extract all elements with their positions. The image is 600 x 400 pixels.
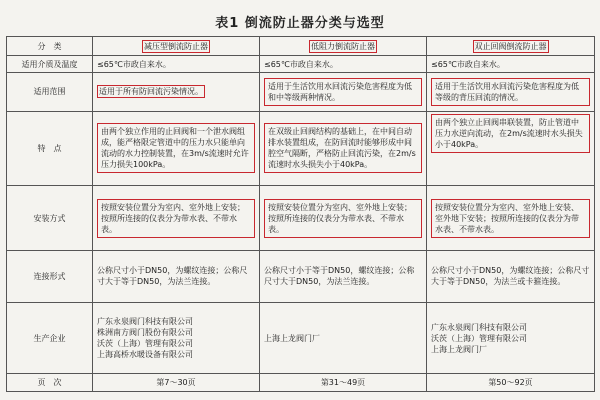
feature-2-text: 在双级止回阀结构的基础上，在中间自动排水装置组成，在防回流时能够形成中间腔空气隔断，严格防止回流污染，在2m/s流速时水头损失小于40kPa。 [264,123,422,173]
cell-scope-1 [93,73,260,111]
cell-page-3: 第50～92页 [427,373,595,391]
table-row-scope [7,73,595,111]
row-label-connect: 连接形式 [7,250,93,302]
cell-medium-2: ≤65℃市政自来水。 [260,56,427,73]
selection-table [6,36,595,392]
cell-feature-1 [93,111,260,186]
install-2-text: 按照安装位置分为室内、室外地上安装；按照所连接的仪表分为带水表、不带水表。 [264,199,422,238]
maker-3-line: 沃茨（上海）管理有限公司 [431,333,527,343]
maker-2-line: 上海上龙阀门厂 [264,333,320,343]
row-label-medium: 适用介质及温度 [7,56,93,73]
cell-medium-3: ≤65℃市政自来水。 [427,56,595,73]
cell-maker-2 [260,303,427,374]
maker-1-line: 沃茨（上海）管理有限公司 [97,339,193,348]
cell-maker-3 [427,303,595,374]
feature-3-text: 由两个独立止回阀串联装置，防止管道中压力水逆向流动，在2m/s流速时水头损失小于40kPa。 [431,114,590,153]
scope-2-text: 适用于生活饮用水回流污染危害程度为低和中等级两种情况。 [264,78,422,106]
cell-medium-1: ≤65℃市政自来水。 [93,56,260,73]
cell-install-1 [93,186,260,251]
table-title: 表1 倒流防止器分类与选型 [215,16,385,31]
header-category: 分 类 [7,37,93,56]
maker-1-line: 株洲南方阀门股份有限公司 [97,328,193,337]
cell-feature-3 [427,111,595,186]
cell-connect-1: 公称尺寸小于DN50，为螺纹连接；公称尺寸大于等于DN50，为法兰连接。 [93,250,260,302]
table-row-page [7,373,595,391]
cell-scope-2 [260,73,427,111]
table-row-medium [7,56,595,73]
maker-1-line: 上海高桥水暖设备有限公司 [97,350,193,359]
cell-maker-1 [93,303,260,374]
table-row-feature [7,111,595,186]
header-row [7,37,595,56]
row-label-install: 安装方式 [7,186,93,251]
maker-3-line: 上海上龙阀门厂 [431,344,487,354]
cell-install-2 [260,186,427,251]
cell-feature-2 [260,111,427,186]
header-low-resistance [260,37,427,56]
maker-1-line: 广东永泉阀门科技有限公司 [97,317,193,326]
table-row-connect [7,250,595,302]
row-label-maker: 生产企业 [7,303,93,374]
feature-1-text: 由两个独立作用的止回阀和一个泄水阀组成，能严格限定管道中的压力水只能单向流动的水力控制装置，在3m/s流速时允许压力损失100kPa。 [97,123,255,173]
table-row-maker [7,303,595,374]
install-3-text: 按照安装位置分为室内、室外地上安装、室外地下安装；按照所连接的仪表分为带水表、不带水表。 [431,199,590,238]
table-row-install [7,186,595,251]
cell-scope-3 [427,73,595,111]
scope-1-text: 适用于所有防回流污染情况。 [99,87,203,97]
header-double-check [427,37,595,56]
install-1-text: 按照安装位置分为室内、室外地上安装；按照所连接的仪表分为带水表、不带水表。 [97,199,255,238]
cell-page-2: 第31～49页 [260,373,427,391]
maker-3-line: 广东永泉阀门科技有限公司 [431,322,527,332]
cell-connect-2: 公称尺寸小于等于DN50，螺纹连接；公称尺寸大于DN50，为法兰连接。 [260,250,427,302]
row-label-page: 页 次 [7,373,93,391]
cell-install-3 [427,186,595,251]
row-label-feature: 特 点 [7,111,93,186]
header-reduced-pressure [93,37,260,56]
cell-page-1: 第7～30页 [93,373,260,391]
scope-3-text: 适用于生活饮用水回流污染危害程度为低等级的背压回流的情况。 [431,78,590,106]
header-col3-label: 双止回阀倒流防止器 [474,41,547,51]
cell-connect-3: 公称尺寸小于DN50，为螺纹连接；公称尺寸大于等于DN50，为法兰或卡箍连接。 [427,250,595,302]
header-col1-label: 减压型倒流防止器 [144,41,208,51]
header-col2-label: 低阻力倒流防止器 [311,41,375,51]
row-label-scope: 适用范围 [7,73,93,111]
